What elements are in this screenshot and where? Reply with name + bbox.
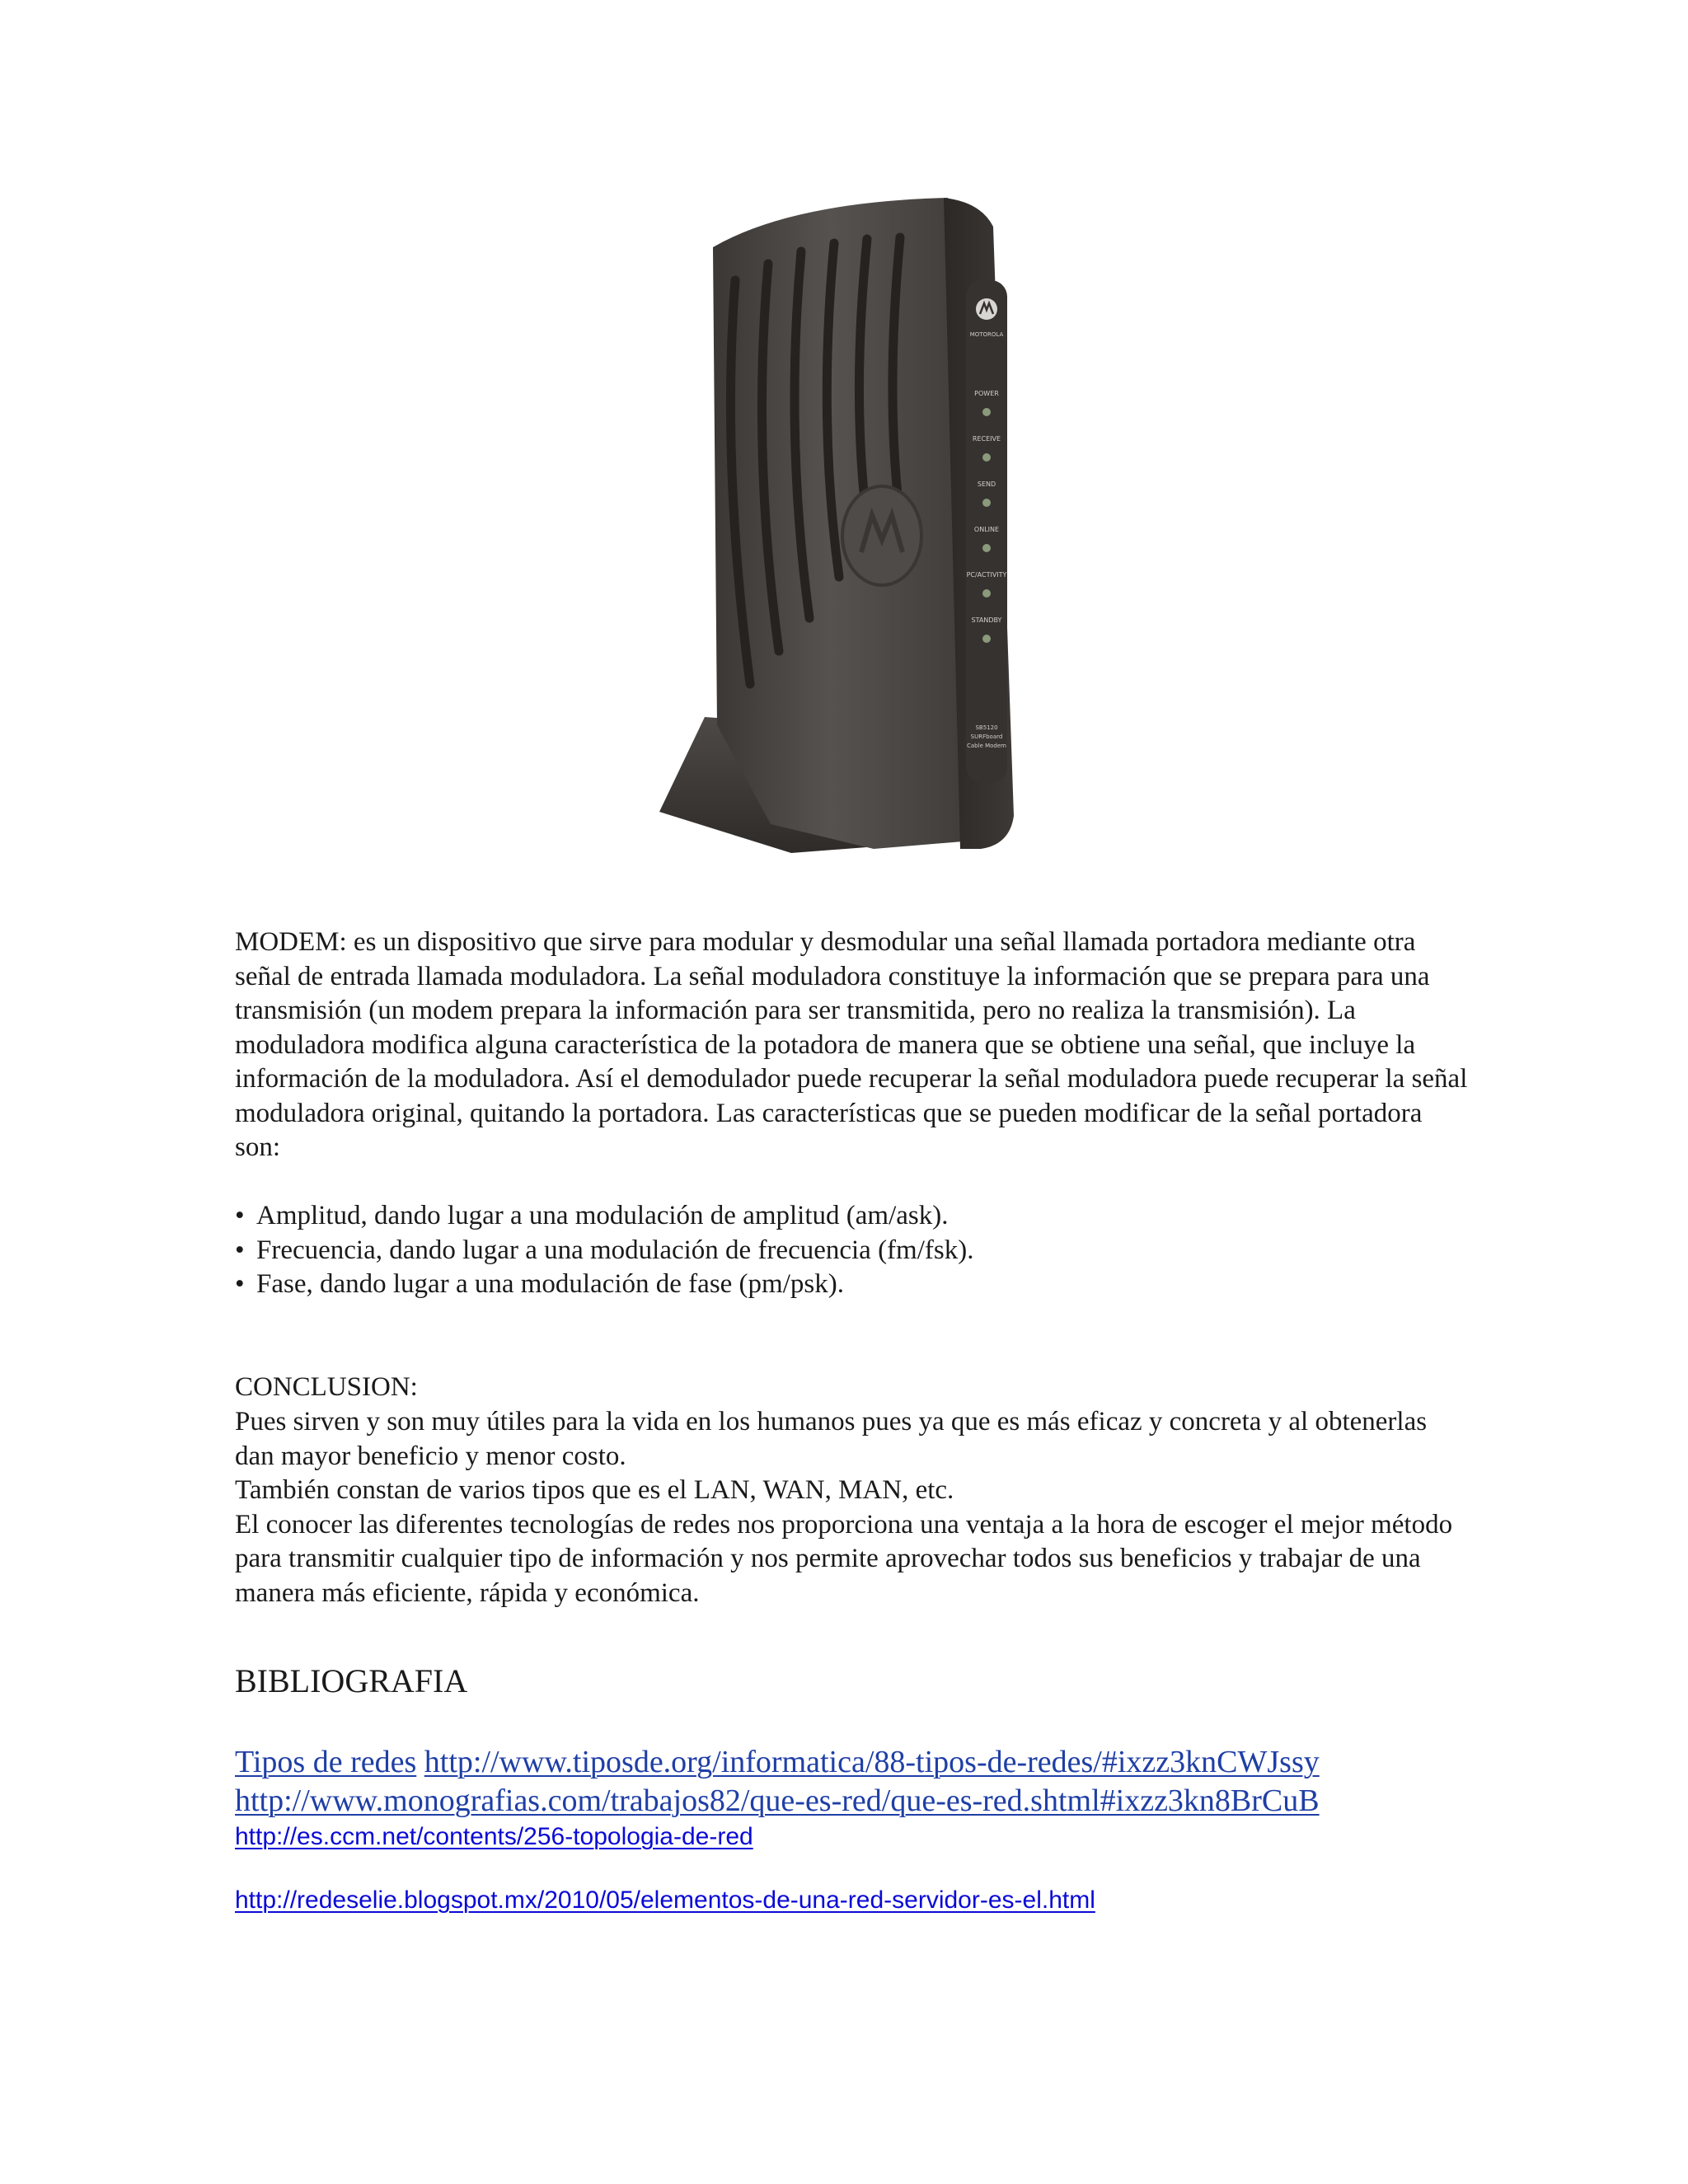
svg-text:Cable Modem: Cable Modem	[967, 743, 1006, 749]
modem-definition-paragraph: MODEM: es un dispositivo que sirve para modular y desmodular una señal llamada portadora mediante otra señal de entrada llamada moduladora. La señal moduladora constituye la información que se prepara para una transmisión (un modem prepara la información para ser transmitida, pero no realiza la transmisión). La moduladora modifica alguna característica de la potadora de manera que se obtiene una señal, que incluye la información de la moduladora. Así el demodulador puede recuperar la señal moduladora puede recuperar la señal moduladora original, quitando la portadora. Las características que se pueden modificar de la señal portadora son:	[235, 927, 1468, 1162]
bullet-icon: •	[235, 1201, 245, 1230]
svg-text:SB5120: SB5120	[975, 724, 998, 731]
bibliography-entry	[235, 1782, 1320, 1820]
svg-text:RECEIVE: RECEIVE	[972, 435, 1001, 443]
svg-text:SURFboard: SURFboard	[970, 733, 1003, 740]
svg-text:MOTOROLA: MOTOROLA	[969, 331, 1004, 338]
bibliography-heading: BIBLIOGRAFIA	[235, 1662, 468, 1699]
conclusion-paragraph: Pues sirven y son muy útiles para la vida en los humanos pues ya que es más eficaz y concreta y al obtenerlas dan mayor beneficio y menor costo.	[235, 1407, 1428, 1471]
list-item: • Fase, dando lugar a una modulación de fase (pm/psk).	[235, 1268, 1471, 1302]
list-item: • Amplitud, dando lugar a una modulación de amplitud (am/ask).	[235, 1199, 1471, 1234]
bibliography-entry	[235, 1743, 1320, 1781]
svg-text:ONLINE: ONLINE	[973, 526, 1000, 533]
conclusion-body	[235, 1405, 1471, 1610]
svg-text:SEND: SEND	[977, 480, 996, 488]
reference-link[interactable]: http://www.tiposde.org/informatica/88-tipos-de-redes/#ixzz3knCWJssy	[424, 1745, 1320, 1779]
conclusion-paragraph: También constan de varios tipos que es el LAN, WAN, MAN, etc.	[235, 1475, 954, 1505]
conclusion-paragraph: El conocer las diferentes tecnologías de redes nos proporciona una ventaja a la hora de escoger el mejor método para transmitir cualquier tipo de información y nos permite aprovechar todos sus beneficios y trabajar de una manera más eficiente, rápida y económica.	[235, 1509, 1453, 1608]
conclusion-heading: CONCLUSION:	[235, 1372, 418, 1402]
bullet-icon: •	[235, 1269, 245, 1299]
svg-text:POWER: POWER	[974, 390, 999, 397]
reference-link-label[interactable]: Tipos de redes	[235, 1745, 417, 1779]
bibliography-entry	[235, 1821, 753, 1854]
modulation-types-list	[235, 1199, 1471, 1302]
svg-text:STANDBY: STANDBY	[971, 616, 1002, 624]
svg-text:PC/ACTIVITY: PC/ACTIVITY	[966, 571, 1007, 579]
modem-image	[626, 190, 1055, 874]
list-item: • Frecuencia, dando lugar a una modulación de frecuencia (fm/fsk).	[235, 1234, 1471, 1268]
reference-link[interactable]: http://redeselie.blogspot.mx/2010/05/elementos-de-una-red-servidor-es-el.html	[235, 1886, 1095, 1914]
bibliography-entry	[235, 1884, 1095, 1917]
bullet-icon: •	[235, 1235, 245, 1265]
reference-link[interactable]: http://www.monografias.com/trabajos82/que-es-red/que-es-red.shtml#ixzz3kn8BrCuB	[235, 1783, 1320, 1818]
reference-link[interactable]: http://es.ccm.net/contents/256-topologia-de-red	[235, 1823, 753, 1850]
